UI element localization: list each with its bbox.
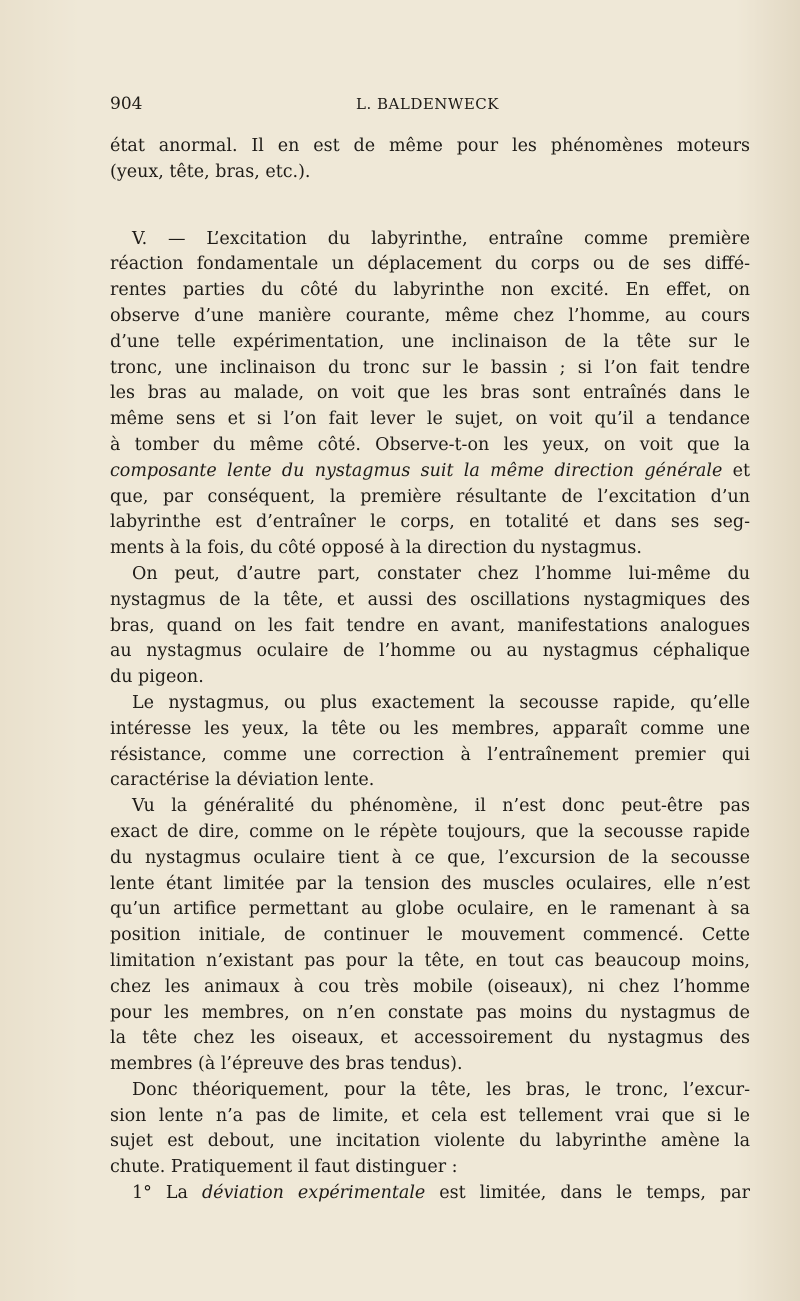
text-line: (yeux, tête, bras, etc.).	[110, 161, 311, 182]
running-head-author: L. BALDENWECK	[356, 95, 499, 113]
running-header	[110, 94, 750, 118]
text-line: la tête chez les oiseaux, et accessoirement du nystagmus des	[110, 1028, 750, 1049]
text-line: même sens et si l’on fait lever le sujet, on voit qu’il a tendance	[110, 409, 750, 430]
text-line: du pigeon.	[110, 667, 204, 688]
paragraph-first-line: Le nystagmus, ou plus exactement la secousse rapide, qu’elle	[132, 692, 750, 713]
text-line: tronc, une inclinaison du tronc sur le bassin ; si l’on fait tendre	[110, 357, 750, 378]
italic-phrase: déviation expérimentale	[201, 1183, 426, 1204]
body-text	[110, 134, 750, 1207]
text-line: du nystagmus oculaire tient à ce que, l’excursion de la secousse	[110, 847, 750, 868]
text-line: chez les animaux à cou très mobile (oiseaux), ni chez l’homme	[110, 976, 750, 997]
text-line: qu’un artifice permettant au globe oculaire, en le ramenant à sa	[110, 899, 750, 920]
text-line: que, par conséquent, la première résultante de l’excitation d’un	[110, 486, 750, 507]
paragraph-gap	[110, 186, 750, 227]
page-number: 904	[110, 94, 143, 114]
paragraph-first-line: Donc théoriquement, pour la tête, les bras, le tronc, l’excur-	[132, 1079, 750, 1100]
text-line: rentes parties du côté du labyrinthe non excité. En effet, on	[110, 280, 750, 301]
text-line: les bras au malade, on voit que les bras sont entraînés dans le	[110, 383, 750, 404]
text-line: ments à la fois, du côté opposé à la direction du nystagmus.	[110, 538, 642, 559]
text-line: nystagmus de la tête, et aussi des oscillations nystagmiques des	[110, 589, 750, 610]
text-line: état anormal. Il en est de même pour les phénomènes moteurs	[110, 136, 750, 156]
text-line: labyrinthe est d’entraîner le corps, en totalité et dans ses seg-	[110, 512, 750, 533]
text-fragment: et	[732, 460, 750, 481]
text-line: sujet est debout, une incitation violente du labyrinthe amène la	[110, 1131, 750, 1152]
paragraph-first-line: Vu la généralité du phénomène, il n’est donc peut-être pas	[132, 796, 750, 817]
paragraph-first-line: On peut, d’autre part, constater chez l’homme lui-même du	[132, 563, 750, 584]
text-line: bras, quand on les fait tendre en avant, manifestations analogues	[110, 615, 750, 636]
text-fragment: est limitée, dans le temps, par	[439, 1183, 750, 1204]
text-fragment: 1° La	[132, 1183, 188, 1204]
section-v-first-line: V. — L’excitation du labyrinthe, entraîne comme première	[132, 228, 750, 249]
text-line: limitation n’existant pas pour la tête, en tout cas beaucoup moins,	[110, 950, 750, 971]
numbered-item-line	[110, 1181, 750, 1207]
text-line: pour les membres, on n’en constate pas moins du nystagmus de	[110, 1002, 750, 1023]
text-line: intéresse les yeux, la tête ou les membres, apparaît comme une	[110, 718, 750, 739]
text-line: exact de dire, comme on le répète toujours, que la secousse rapide	[110, 821, 750, 842]
text-line: réaction fondamentale un déplacement du corps ou de ses diffé-	[110, 254, 750, 275]
text-line: sion lente n’a pas de limite, et cela est tellement vrai que si le	[110, 1105, 750, 1126]
italic-phrase: composante lente du nystagmus suit la même direction générale	[110, 460, 723, 481]
text-line: observe d’une manière courante, même chez l’homme, au cours	[110, 305, 750, 326]
text-line	[110, 459, 750, 485]
text-line: membres (à l’épreuve des bras tendus).	[110, 1054, 463, 1075]
text-line: à tomber du même côté. Observe-t-on les yeux, on voit que la	[110, 434, 750, 455]
text-line: chute. Pratiquement il faut distinguer :	[110, 1157, 458, 1178]
text-line: position initiale, de continuer le mouvement commencé. Cette	[110, 925, 750, 946]
text-line: caractérise la déviation lente.	[110, 770, 375, 791]
text-line: au nystagmus oculaire de l’homme ou au nystagmus céphalique	[110, 641, 750, 662]
text-line: résistance, comme une correction à l’entraînement premier qui	[110, 744, 750, 765]
text-line: d’une telle expérimentation, une inclinaison de la tête sur le	[110, 331, 750, 352]
text-line: lente étant limitée par la tension des muscles oculaires, elle n’est	[110, 873, 750, 894]
